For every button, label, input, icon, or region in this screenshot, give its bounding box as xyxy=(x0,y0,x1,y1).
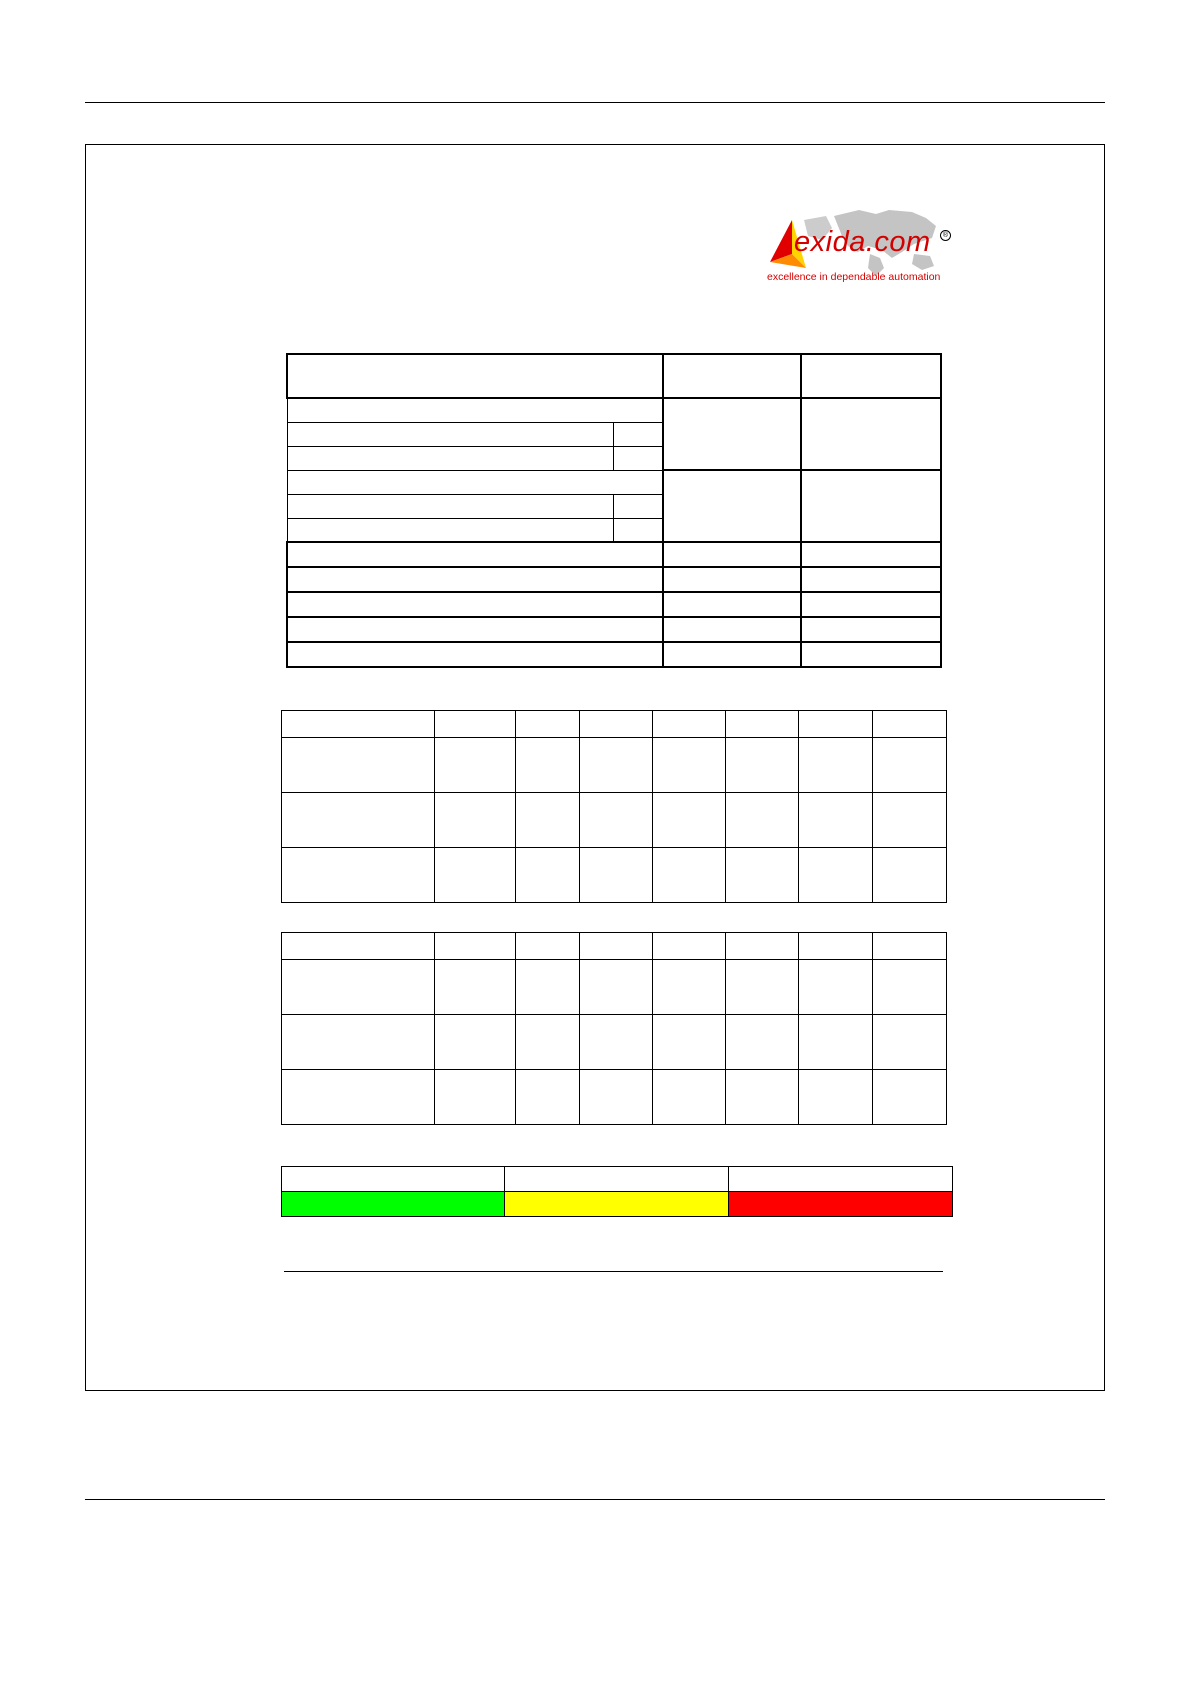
table-cell xyxy=(282,793,435,848)
table-cell xyxy=(287,354,663,398)
table-cell xyxy=(516,738,580,793)
table-cell xyxy=(287,446,613,470)
table-cell xyxy=(435,738,516,793)
table-cell xyxy=(516,960,580,1015)
table-cell xyxy=(580,848,653,903)
table-cell xyxy=(801,398,941,470)
table-cell xyxy=(799,960,873,1015)
table-cell xyxy=(282,1015,435,1070)
table-cell xyxy=(516,1070,580,1125)
table-cell xyxy=(653,738,726,793)
legend-header-cell xyxy=(282,1167,505,1192)
table-cell xyxy=(580,1070,653,1125)
table-cell xyxy=(663,642,801,667)
table-row xyxy=(282,933,947,960)
table-cell xyxy=(282,738,435,793)
exida-logo xyxy=(764,206,954,288)
grid-table-2 xyxy=(281,932,947,1125)
table-cell xyxy=(873,738,947,793)
table-cell xyxy=(873,848,947,903)
table-cell xyxy=(663,592,801,617)
table-cell xyxy=(663,398,801,470)
table-row xyxy=(282,738,947,793)
legend-header-cell xyxy=(729,1167,953,1192)
table-row xyxy=(287,592,941,617)
header-rule xyxy=(85,102,1105,103)
table-cell xyxy=(799,711,873,738)
table-cell xyxy=(653,933,726,960)
table-cell xyxy=(799,933,873,960)
table-row xyxy=(282,1167,953,1192)
table-cell xyxy=(801,542,941,567)
table-cell xyxy=(726,1070,799,1125)
table-cell xyxy=(282,933,435,960)
table-cell xyxy=(435,711,516,738)
color-legend-table xyxy=(281,1166,953,1217)
table-cell xyxy=(435,1070,516,1125)
table-row xyxy=(282,848,947,903)
summary-table xyxy=(286,353,942,668)
table-row xyxy=(282,793,947,848)
table-cell xyxy=(873,711,947,738)
table-cell xyxy=(799,848,873,903)
table-cell xyxy=(580,960,653,1015)
legend-header-cell xyxy=(505,1167,729,1192)
table-cell xyxy=(801,592,941,617)
table-row xyxy=(282,711,947,738)
table-row xyxy=(282,1070,947,1125)
table-cell xyxy=(287,567,663,592)
table-cell xyxy=(653,1070,726,1125)
table-cell xyxy=(799,738,873,793)
table-cell xyxy=(653,960,726,1015)
table-cell xyxy=(435,933,516,960)
table-cell xyxy=(663,354,801,398)
table-cell xyxy=(801,567,941,592)
table-cell xyxy=(663,542,801,567)
table-cell xyxy=(726,793,799,848)
table-cell xyxy=(663,470,801,542)
table-cell xyxy=(580,738,653,793)
table-cell xyxy=(287,542,663,567)
table-row xyxy=(287,617,941,642)
table-row xyxy=(287,567,941,592)
registered-mark: ® xyxy=(940,230,951,241)
table-cell xyxy=(801,642,941,667)
table-cell xyxy=(287,518,613,542)
table-cell xyxy=(516,933,580,960)
table-cell xyxy=(282,711,435,738)
table-cell xyxy=(516,848,580,903)
table-row xyxy=(282,1192,953,1217)
table-cell xyxy=(287,642,663,667)
logo-tagline: excellence in dependable automation xyxy=(767,271,941,283)
table-cell xyxy=(873,1015,947,1070)
table-cell xyxy=(873,960,947,1015)
table-cell xyxy=(613,494,663,518)
legend-green-swatch xyxy=(282,1192,505,1217)
table-cell xyxy=(516,711,580,738)
grid-table-1 xyxy=(281,710,947,903)
table-cell xyxy=(287,592,663,617)
table-row xyxy=(287,542,941,567)
table-cell xyxy=(287,494,613,518)
table-cell xyxy=(801,470,941,542)
table-row xyxy=(287,470,941,494)
table-row xyxy=(282,1015,947,1070)
table-cell xyxy=(653,711,726,738)
table-cell xyxy=(873,1070,947,1125)
table-cell xyxy=(580,793,653,848)
table-row xyxy=(287,354,941,398)
table-cell xyxy=(282,848,435,903)
table-cell xyxy=(287,398,663,422)
table-cell xyxy=(799,1015,873,1070)
table-cell xyxy=(287,422,613,446)
table-cell xyxy=(873,933,947,960)
table-cell xyxy=(580,933,653,960)
table-cell xyxy=(282,960,435,1015)
table-cell xyxy=(282,1070,435,1125)
table-cell xyxy=(516,1015,580,1070)
table-cell xyxy=(613,422,663,446)
table-cell xyxy=(799,1070,873,1125)
logo-brand-text: exida.com xyxy=(794,226,931,258)
table-cell xyxy=(726,848,799,903)
table-cell xyxy=(726,711,799,738)
table-cell xyxy=(435,960,516,1015)
table-cell xyxy=(516,793,580,848)
table-cell xyxy=(580,711,653,738)
legend-red-swatch xyxy=(729,1192,953,1217)
table-cell xyxy=(287,617,663,642)
table-cell xyxy=(287,470,663,494)
table-cell xyxy=(580,1015,653,1070)
table-cell xyxy=(613,518,663,542)
table-cell xyxy=(663,567,801,592)
table-cell xyxy=(726,738,799,793)
table-cell xyxy=(435,848,516,903)
table-row xyxy=(287,642,941,667)
table-cell xyxy=(435,793,516,848)
table-row xyxy=(287,398,941,422)
legend-yellow-swatch xyxy=(505,1192,729,1217)
table-cell xyxy=(726,933,799,960)
table-cell xyxy=(726,960,799,1015)
table-cell xyxy=(799,793,873,848)
table-cell xyxy=(653,793,726,848)
table-cell xyxy=(653,1015,726,1070)
table-cell xyxy=(873,793,947,848)
table-cell xyxy=(663,617,801,642)
table-cell xyxy=(653,848,726,903)
footer-rule xyxy=(85,1499,1105,1500)
table-cell xyxy=(613,446,663,470)
separator-rule xyxy=(284,1271,943,1272)
table-cell xyxy=(726,1015,799,1070)
table-cell xyxy=(435,1015,516,1070)
table-cell xyxy=(801,617,941,642)
table-cell xyxy=(801,354,941,398)
table-row xyxy=(282,960,947,1015)
